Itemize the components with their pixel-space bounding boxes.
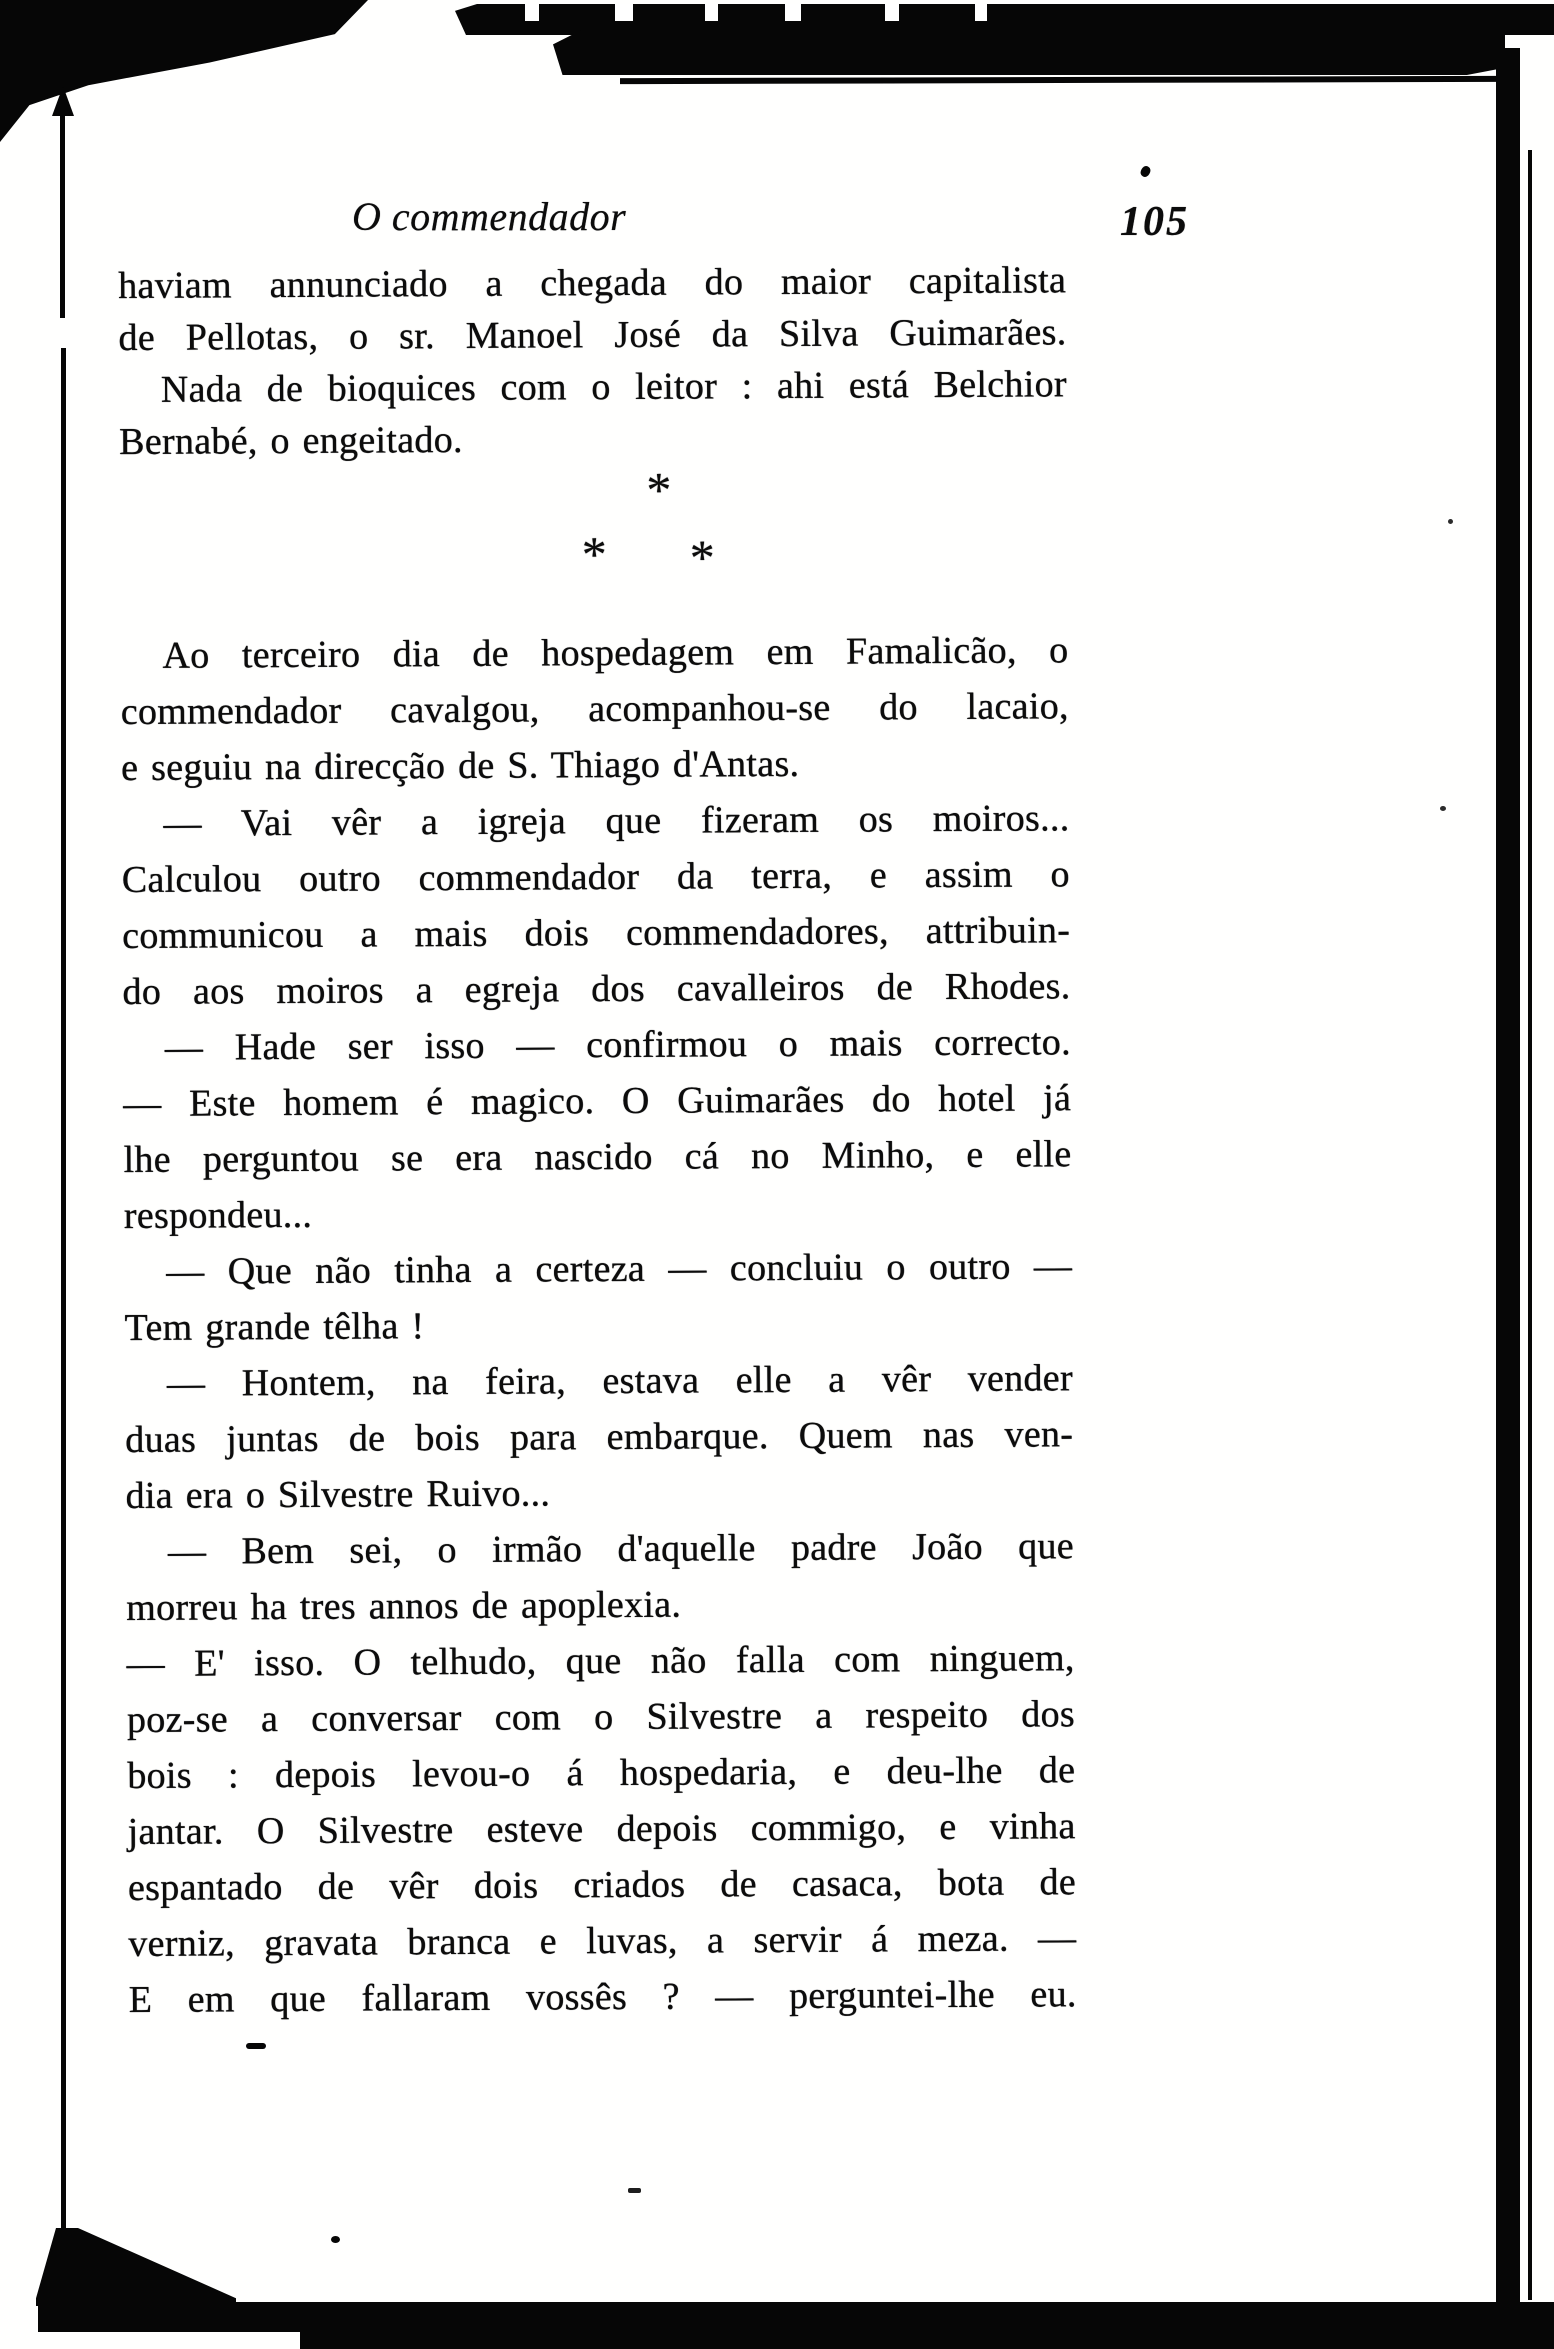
page-number: 105 (1120, 199, 1189, 245)
text-line: — Hade ser isso — confirmou o mais correcto. (164, 1021, 1071, 1069)
text-line: communicou a mais dois commendadores, attribuin- (122, 909, 1071, 957)
text-line: do aos moiros a egreja dos cavalleiros de Rhodes. (122, 965, 1071, 1013)
text-line: poz-se a conversar com o Silvestre a respeito dos (126, 1693, 1076, 1741)
text-line: Nada de bioquices com o leitor : ahi está Belchior (160, 363, 1067, 411)
asterisk-ornament: * (689, 529, 715, 586)
text-line: espantado de vêr dois criados de casaca, bota de (127, 1861, 1077, 1909)
text-line: Ao terceiro dia de hospedagem em Famalicão, o (162, 629, 1069, 677)
text-line: lhe perguntou se era nascido cá no Minho, e elle (123, 1133, 1072, 1181)
text-line: duas juntas de bois para embarque. Quem nas ven- (125, 1413, 1074, 1461)
text-line: jantar. O Silvestre esteve depois commigo, e vinha (127, 1805, 1076, 1853)
paragraph-block-opening (118, 254, 1067, 468)
text-line: dia era o Silvestre Ruivo... (125, 1472, 551, 1517)
text-line: — Hontem, na feira, estava elle a vêr vender (166, 1357, 1073, 1405)
asterisk-ornament: * (646, 461, 672, 518)
text-line: verniz, gravata branca e luvas, a servir á meza. — (128, 1917, 1077, 1965)
asterisk-ornament: * (581, 526, 607, 583)
text-line: de Pellotas, o sr. Manoel José da Silva Guimarães. (118, 311, 1067, 360)
text-line: — E' isso. O telhudo, que não falla com ninguem, (126, 1637, 1075, 1685)
text-line: — Este homem é magico. O Guimarães do hotel já (123, 1077, 1072, 1125)
text-line: e seguiu na direcção de S. Thiago d'Antas. (120, 742, 800, 790)
text-line: commendador cavalgou, acompanhou-se do lacaio, (120, 685, 1069, 734)
text-line: Tem grande têlha ! (124, 1305, 425, 1349)
text-line: E em que fallaram vossês ? — perguntei-lhe eu. (128, 1973, 1077, 2021)
text-line: morreu ha tres annos de apoplexia. (126, 1583, 682, 1629)
text-line: — Bem sei, o irmão d'aquelle padre João que (167, 1525, 1075, 1573)
text-line: respondeu... (123, 1193, 313, 1237)
text-line: haviam annunciado a chegada do maior capitalista (118, 259, 1067, 308)
text-line: bois : depois levou-o á hospedaria, e deu-lhe de (127, 1749, 1076, 1797)
running-header-title: O commendador (352, 194, 627, 239)
text-line: — Vai vêr a igreja que fizeram os moiros... (163, 797, 1070, 845)
text-line: — Que não tinha a certeza — concluiu o outro — (166, 1245, 1073, 1293)
text-line: Calculou outro commendador da terra, e assim o (121, 853, 1070, 902)
text-line: Bernabé, o engeitado. (118, 418, 463, 464)
paragraph-block-main (120, 622, 1077, 2028)
